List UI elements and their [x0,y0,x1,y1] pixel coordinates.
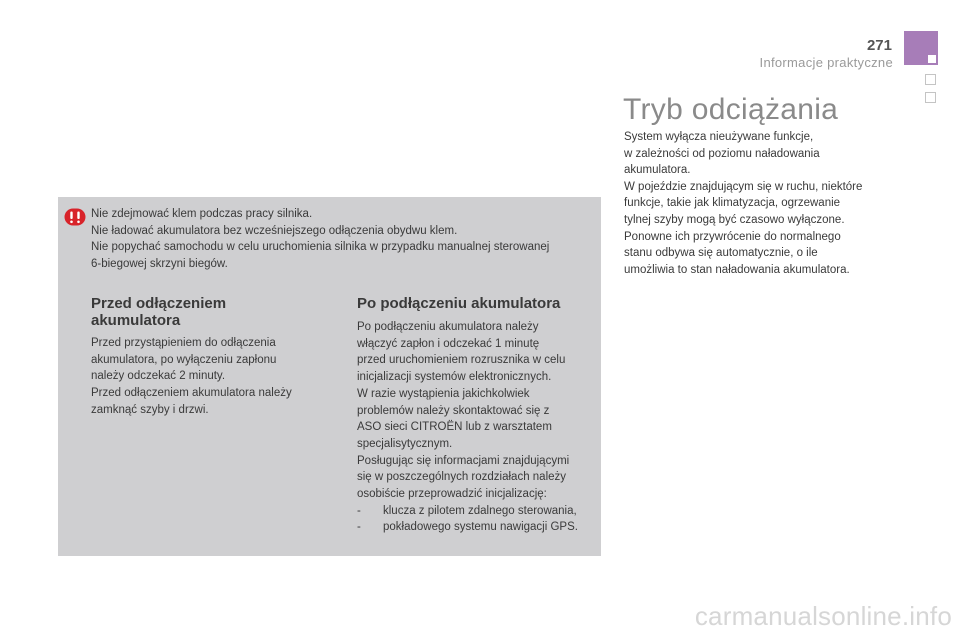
before-disconnect-heading-line1: Przed odłączeniem [91,295,227,312]
intro-line: umożliwia to stan naładowania akumulatora. [624,263,850,276]
before-disconnect-line: Przed przystąpieniem do odłączenia [91,337,276,349]
after-connect-line: inicjalizacji systemów elektronicznych. [357,371,552,384]
section-title: Informacje praktyczne [759,55,893,70]
after-connect-line: W razie wystąpienia jakichkolwiek [357,387,530,400]
after-connect-line: Posługując się informacjami znajdującymi [357,454,570,467]
before-disconnect-line: należy odczekać 2 minuty. [91,370,226,383]
after-connect-line: specjalisytycznym. [357,437,453,450]
after-connect-line: się w poszczególnych rozdziałach należy [357,471,567,484]
before-disconnect-text [91,335,331,419]
intro-line: W pojeździe znajdującym się w ruchu, niektóre [624,180,863,193]
intro-line: System wyłącza nieużywane funkcje, [624,131,814,143]
chapter-tab-empty-1[interactable] [925,74,936,85]
warning-line: 6-biegowej skrzyni biegów. [91,257,228,270]
warning-text [91,206,596,272]
before-disconnect-heading-line2: akumulatora [91,312,181,329]
warning-line: Nie zdejmować klem podczas pracy silnika. [91,208,313,220]
list-bullet-dash: - [357,504,361,517]
warning-exclamation-icon [64,208,86,231]
before-disconnect-line: akumulatora, po wyłączeniu zapłonu [91,353,277,366]
intro-line: funkcje, takie jak klimatyzacja, ogrzewanie [624,197,841,210]
intro-text [624,129,894,278]
chapter-tab-marker [928,55,936,63]
watermark: carmanualsonline.info [694,601,952,631]
before-disconnect-heading [91,295,226,329]
after-connect-heading: Po podłączeniu akumulatora [357,295,561,312]
after-connect-line: ASO sieci CITROËN lub z warsztatem [357,421,552,434]
after-connect-line: włączyć zapłon i odczekać 1 minutę [357,337,540,350]
after-connect-line: przed uruchomieniem rozrusznika w celu [357,354,566,367]
intro-line: tylnej szyby mogą być czasowo wyłączone. [624,213,845,226]
intro-line: stanu odbywa się automatycznie, o ile [624,247,818,260]
chapter-tab-empty-2[interactable] [925,92,936,103]
list-bullet-dash: - [357,521,361,534]
intro-line: w zależności od poziomu naładowania [624,147,820,160]
before-disconnect-line: Przed odłączeniem akumulatora należy [91,387,292,400]
warning-line: Nie ładować akumulatora bez wcześniejszego odłączenia obydwu klem. [91,224,458,237]
list-item [357,503,597,520]
list-item [357,519,597,536]
list-item-text: pokładowego systemu nawigacji GPS. [383,521,578,534]
before-disconnect-line: zamknąć szyby i drzwi. [91,403,209,416]
intro-line: Ponowne ich przywrócenie do normalnego [624,230,841,243]
after-connect-line: problemów należy skontaktować się z [357,404,550,417]
warning-line: Nie popychać samochodu w celu uruchomienia silnika w przypadku manualnej sterowanej [91,241,550,254]
after-connect-line: Po podłączeniu akumulatora należy [357,321,539,333]
intro-line: akumulatora. [624,164,691,177]
list-item-text: klucza z pilotem zdalnego sterowania, [383,504,577,517]
after-connect-line: osobiście przeprowadzić inicjalizację: [357,488,547,501]
chapter-tab[interactable] [904,31,938,65]
after-connect-text [357,319,597,536]
page-number: 271 [866,37,892,54]
main-title: Tryb odciążania [623,93,839,126]
